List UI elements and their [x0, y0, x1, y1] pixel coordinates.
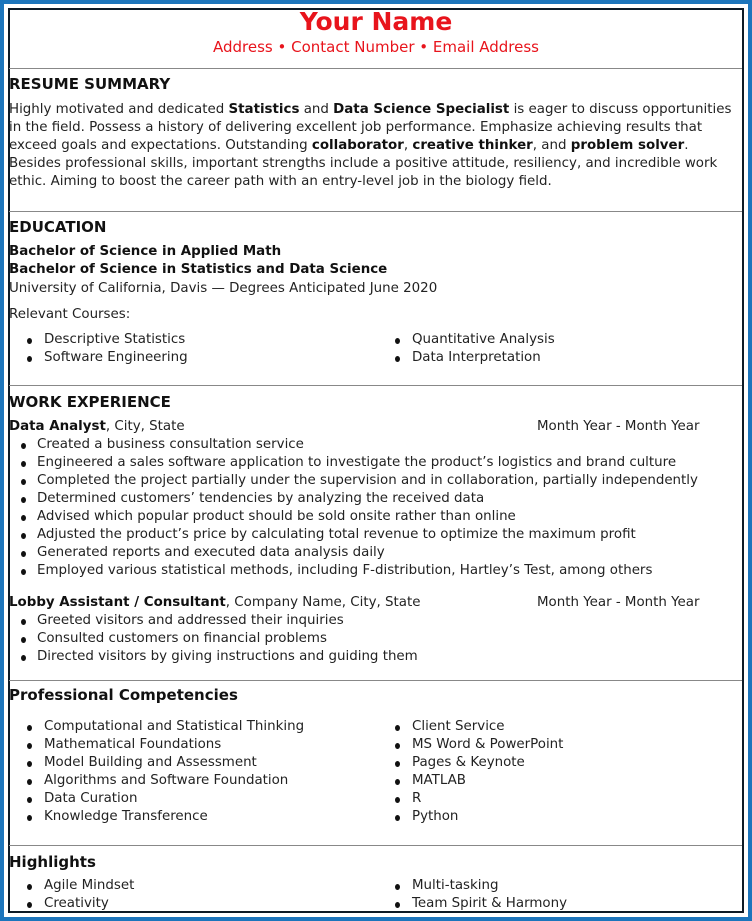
divider	[9, 68, 742, 69]
bold-text: collaborator	[311, 138, 404, 153]
list-item: Generated reports and executed data analysis daily	[9, 544, 698, 562]
list-item: Python	[393, 808, 563, 826]
job-title-line	[9, 418, 185, 436]
list-item: Determined customers’ tendencies by analyzing the received data	[9, 490, 698, 508]
list-item: Completed the project partially under the supervision and in collaboration, partially independently	[9, 472, 698, 490]
highlights-heading: Highlights	[9, 853, 96, 871]
list-item: Quantitative Analysis	[393, 331, 555, 349]
bold-text: creative thinker	[412, 138, 533, 153]
list-item: Team Spirit & Harmony	[393, 895, 567, 913]
job-title: Lobby Assistant / Consultant	[9, 595, 226, 610]
text: , and	[532, 138, 571, 153]
list-item: R	[393, 790, 563, 808]
list-item: Consulted customers on financial problems	[9, 630, 418, 648]
list-item: Mathematical Foundations	[9, 736, 304, 754]
education-heading: EDUCATION	[9, 218, 107, 236]
text: and	[299, 102, 334, 117]
work-heading: WORK EXPERIENCE	[9, 393, 171, 411]
text: ,	[403, 138, 413, 153]
list-item: Software Engineering	[9, 349, 188, 367]
courses-right-list	[393, 331, 555, 367]
candidate-name: Your Name	[299, 7, 453, 36]
job-dates: Month Year - Month Year	[537, 419, 700, 434]
list-item: Descriptive Statistics	[9, 331, 188, 349]
courses-label: Relevant Courses:	[9, 307, 131, 322]
competencies-heading: Professional Competencies	[9, 686, 238, 704]
text: is eager to discuss opportunities in the field. Possess a history of delivering excellent job performance. Emphasize achieving results that exceed goals and expectations. Outstanding	[9, 102, 732, 153]
job-location: , City, State	[105, 419, 185, 434]
list-item: Advised which popular product should be sold onsite rather than online	[9, 508, 698, 526]
list-item: Data Curation	[9, 790, 304, 808]
bold-text: Data Science Specialist	[333, 102, 510, 117]
list-item: MS Word & PowerPoint	[393, 736, 563, 754]
highlights-left-list	[9, 877, 134, 913]
list-item: Computational and Statistical Thinking	[9, 718, 304, 736]
text: . Besides professional skills, important strengths include a positive attitude, resiliency, and incredible work ethic. Aiming to boost the career path with an entry-level job in the biology field.	[9, 138, 718, 189]
job-title-line	[9, 594, 420, 612]
summary-heading: RESUME SUMMARY	[9, 75, 171, 93]
highlights-right-list	[393, 877, 567, 913]
contact-line: Address • Contact Number • Email Address	[212, 38, 539, 56]
job-bullets	[9, 612, 418, 666]
text: Highly motivated and dedicated	[9, 102, 229, 117]
list-item: Greeted visitors and addressed their inquiries	[9, 612, 418, 630]
list-item: Model Building and Assessment	[9, 754, 304, 772]
list-item: Client Service	[393, 718, 563, 736]
list-item: Employed various statistical methods, including F-distribution, Hartley’s Test, among others	[9, 562, 698, 580]
divider	[9, 211, 742, 212]
bold-text: problem solver	[570, 138, 685, 153]
list-item: Adjusted the product’s price by calculating total revenue to optimize the maximum profit	[9, 526, 698, 544]
list-item: Pages & Keynote	[393, 754, 563, 772]
divider	[9, 680, 742, 681]
school-line: University of California, Davis — Degrees Anticipated June 2020	[9, 281, 438, 296]
list-item: Data Interpretation	[393, 349, 555, 367]
list-item: Creativity	[9, 895, 134, 913]
list-item: Knowledge Transference	[9, 808, 304, 826]
list-item: Engineered a sales software application to investigate the product’s logistics and brand culture	[9, 454, 698, 472]
competencies-right-list	[393, 718, 563, 826]
job-bullets	[9, 436, 698, 580]
job-location: , Company Name, City, State	[225, 595, 421, 610]
list-item: Agile Mindset	[9, 877, 134, 895]
divider	[9, 845, 742, 846]
list-item: Algorithms and Software Foundation	[9, 772, 304, 790]
list-item: Created a business consultation service	[9, 436, 698, 454]
job-dates: Month Year - Month Year	[537, 595, 700, 610]
degree-2: Bachelor of Science in Statistics and Data Science	[9, 262, 388, 277]
competencies-left-list	[9, 718, 304, 826]
divider	[9, 385, 742, 386]
list-item: Directed visitors by giving instructions and guiding them	[9, 648, 418, 666]
job-title: Data Analyst	[9, 419, 106, 434]
bold-text: Statistics	[228, 102, 300, 117]
list-item: MATLAB	[393, 772, 563, 790]
summary-text	[9, 101, 742, 191]
list-item: Multi-tasking	[393, 877, 567, 895]
degree-1: Bachelor of Science in Applied Math	[9, 244, 282, 259]
courses-left-list	[9, 331, 188, 367]
